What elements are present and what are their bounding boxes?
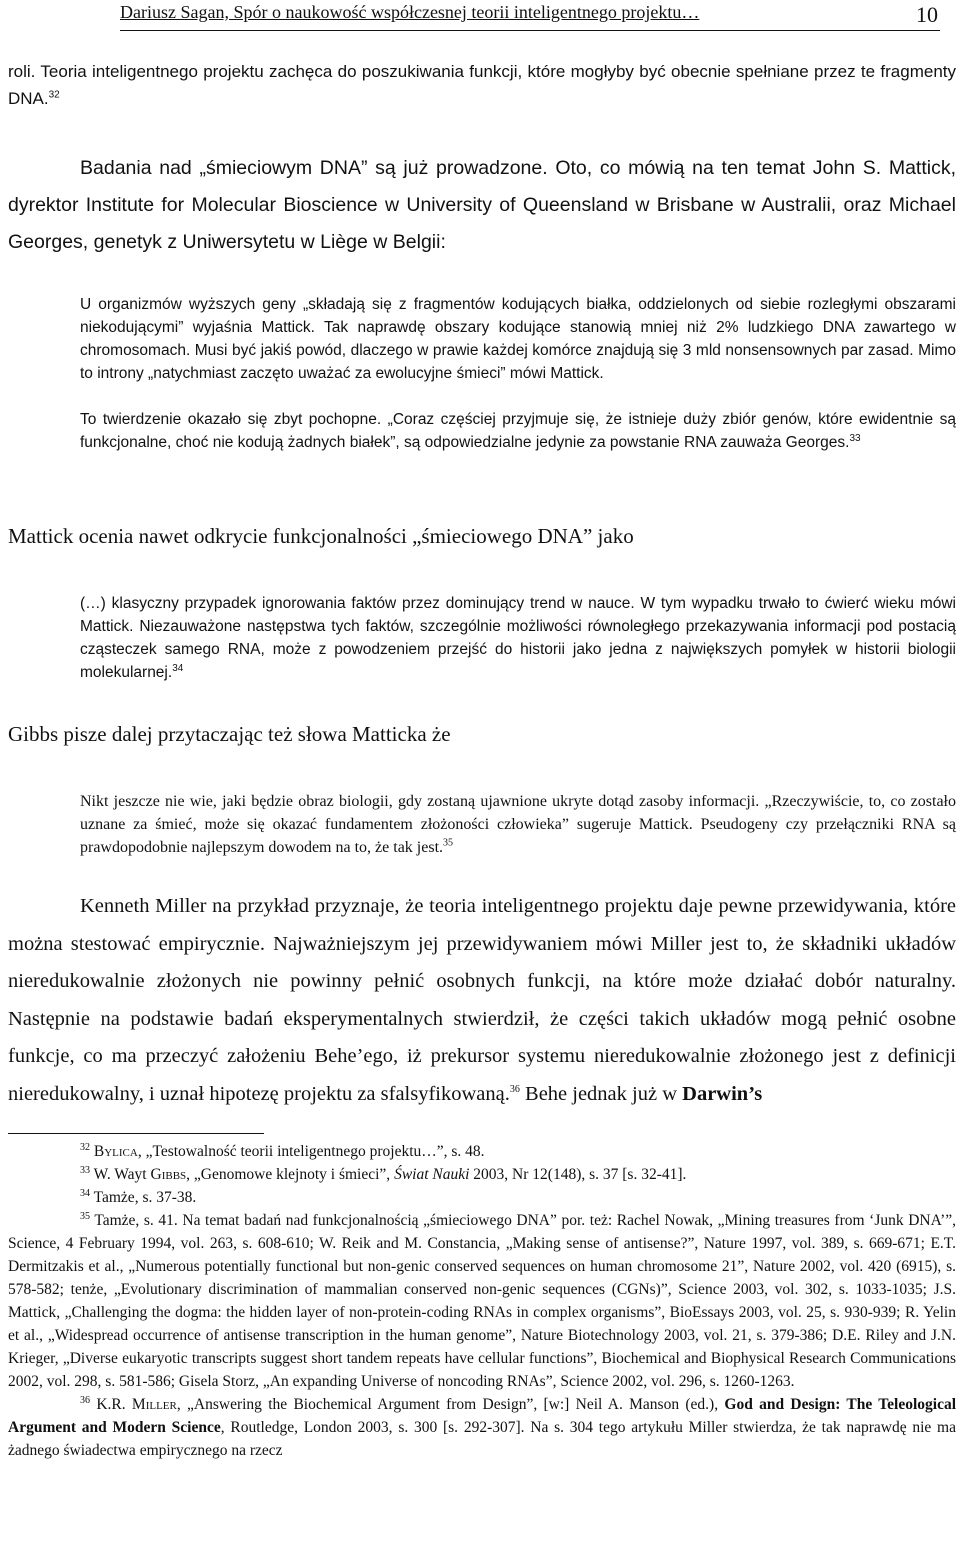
footnote-separator <box>8 1133 264 1134</box>
footnote-ref-35[interactable]: 35 <box>443 837 454 849</box>
header-title: Dariusz Sagan, Spór o naukowość współczesnej teorii inteligentnego projektu… <box>120 2 700 22</box>
footnote-ref-34[interactable]: 34 <box>172 662 184 674</box>
footnote-35: $^{35}$ Tamże, s. 41. Na temat badań nad funkcjonalnością „śmieciowego DNA” por. też: Rachel Nowak, „Mining treasures from ‘Junk DNA’”, Science, 4 February 1994, vol. 263, s. 608-610; W. Reik and M. Constancia, „Making sense of antisense?”, Nature 1997, vol. 389, s. 669-671; E.T. Dermitzakis et al., „Numerous potentially functional but non-genic conserved sequences on human chromosome 21”, Nature 2002, vol. 420 (6915), s. 578-582; tenże, „Evolutionary discrimination of mammalian conserved non-genic sequences (CGNs)”, Science 2003, vol. 302, s. 1033-1035; J.S. Mattick, „Challenging the dogma: the hidden layer of non-protein-coding RNAs in complex organisms”, BioEssays 2003, vol. 25, s. 930-939; R. Yelin et al., „Widespread occurrence of antisense transcription in the human genome”, Nature Biotechnology 2003, vol. 21, s. 379-386; D.E. Riley and J.N. Krieger, „Diverse eukaryotic transcripts suggest short tandem repeats have cellular functions”, Biochemical and Biophysical Research Communications 2002, vol. 298, s. 581-586; Gisela Storz, „An expanding Universe of noncoding RNAs”, Science 2002, vol. 296, s. 1260-1263. <box>8 1210 956 1390</box>
footnote-36: $^{36}$ K.R. Miller, „Answering the Biochemical Argument from Design”, [w:] Neil A. Manson (ed.), God and Design: The Teleological Argument and Modern Science, Routledge, London 2003, s. 300 [s. 292-307]. Na s. 304 tego artykułu Miller stwierdza, że tak naprawdę nie ma żadnego świadectwa empirycznego na rzecz <box>8 1394 957 1459</box>
footnote-32: $^{32}$ Bylica, „Testowalność teorii inteligentnego projektu…”, s. 48. <box>80 1141 485 1160</box>
running-header <box>120 2 940 31</box>
paragraph-2: Badania nad „śmieciowym DNA” są już prowadzone. Oto, co mówią na ten temat John S. Mattick, dyrektor Institute for Molecular Bioscience w University of Queensland w Brisbane w Australii, oraz Michael Georges, genetyk z Uniwersytetu w Liège w Belgii: <box>8 157 956 253</box>
footnote-ref-32[interactable]: 32 <box>48 89 60 101</box>
quote-3: Nikt jeszcze nie wie, jaki będzie obraz biologii, gdy zostaną ujawnione ukryte dotąd zasoby informacji. „Rzeczywiście, to, co zostało uznane za śmieć, może się okazać fundamentem złożoności człowieka” sugeruje Mattick. Pseudogeny czy przełączniki RNA są prawdopodobnie najlepszym dowodem na to, że tak jest.$^{35}$ <box>80 793 956 856</box>
paragraph-3: Mattick ocenia nawet odkrycie funkcjonalności „śmieciowego DNA” jako <box>8 524 634 548</box>
footnote-ref-36[interactable]: 36 <box>509 1083 520 1095</box>
footnotes <box>8 1140 956 1462</box>
quote-1b: To twierdzenie okazało się zbyt pochopne. „Coraz częściej przyjmuje się, że istnieje duży zbiór genów, które ewidentnie są funkcjonalne, choć nie kodują żadnych białek”, są odpowiedzialne jedynie za powstanie RNA zauważa Georges.$^{33}$ <box>80 411 956 451</box>
paragraph-4: Gibbs pisze dalej przytaczając też słowa Matticka że <box>8 722 451 746</box>
paragraph-1: roli. Teoria inteligentnego projektu zachęca do poszukiwania funkcji, które mogłyby być obecnie spełniane przez te fragmenty DNA.$^{32}$ <box>8 62 956 108</box>
paragraph-5: Kenneth Miller na przykład przyznaje, że teoria inteligentnego projektu daje pewne przewidywania, które można stestować empirycznie. Najważniejszym jej przewidywaniem mówi Miller jest to, że składniki układów nieredukowalnie złożonych nie powinny pełnić osobnych funkcji, na które może działać dobór naturalny. Następnie na podstawie badań eksperymentalnych stwierdził, że części takich układów mogą pełnić osobne funkcje, co ma przeczyć założeniu Behe’ego, iż prekursor systemu nieredukowalnie złożonego jest z definicji nieredukowalny, i uznał hipotezę projektu za sfalsyfikowaną.$^{36}$ Behe jednak już w Darwin’s <box>8 895 956 1105</box>
document-page <box>8 0 956 1545</box>
footnote-34: $^{34}$ Tamże, s. 37-38. <box>80 1187 197 1206</box>
quote-1: U organizmów wyższych geny „składają się z fragmentów kodujących białka, oddzielonych od siebie rozległymi obszarami niekodującymi” wyjaśnia Mattick. Tak naprawdę obszary kodujące stanowią mniej niż 2% ludzkiego DNA zawartego w chromosomach. Musi być jakiś powód, dlaczego w prawie każdej komórce znajdują się 3 mld nonsensownych par zasad. Mimo to introny „natychmiast zaczęto uważać za ewolucyjne śmieci” mówi Mattick. <box>80 296 956 382</box>
footnote-ref-33[interactable]: 33 <box>849 432 861 444</box>
quote-2: (…) klasyczny przypadek ignorowania faktów przez dominujący trend w nauce. W tym wypadku trwało to ćwierć wieku mówi Mattick. Niezauważone następstwa tych faktów, szczególnie możliwości równoległego przekazywania informacji pod postacią cząsteczek samego RNA, może z powodzeniem przejść do historii jako jedna z największych pomyłek w historii biologii molekularnej.$^{34}$ <box>80 595 956 681</box>
page-number: 10 <box>916 2 938 27</box>
footnote-33: $^{33}$ W. Wayt Gibbs, „Genomowe klejnoty i śmieci”, Świat Nauki 2003, Nr 12(148), s. 37 [s. 32-41]. <box>80 1164 687 1183</box>
